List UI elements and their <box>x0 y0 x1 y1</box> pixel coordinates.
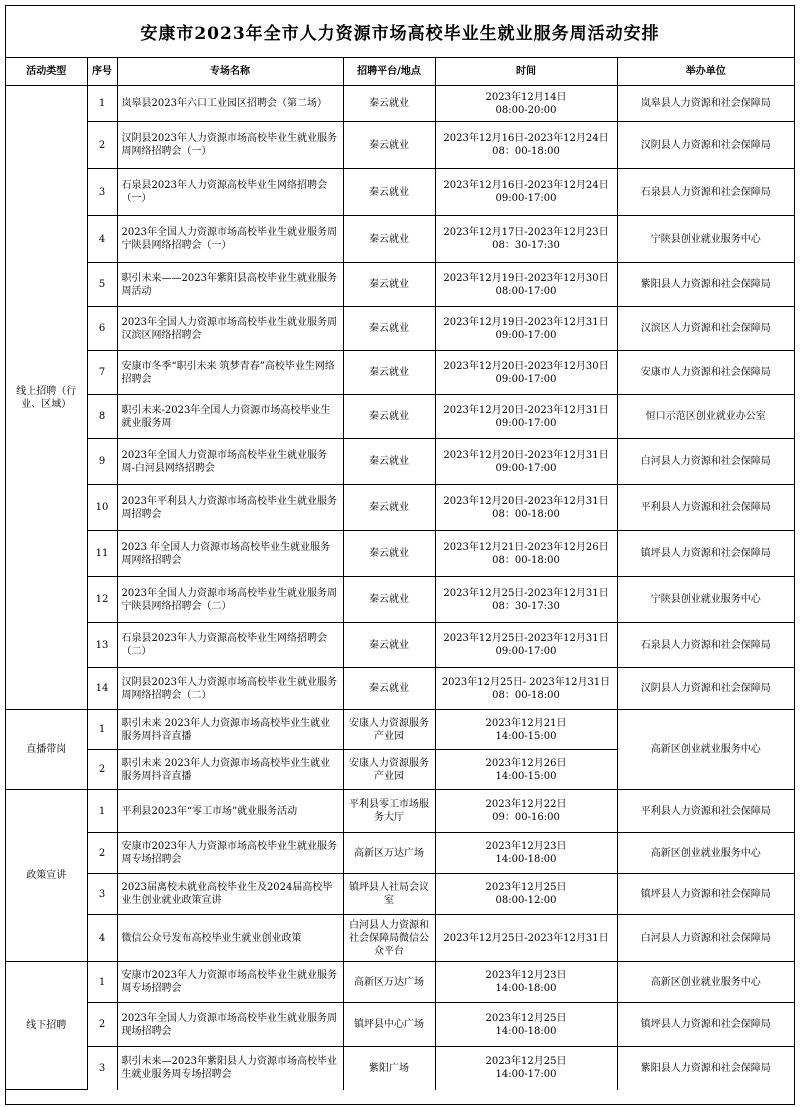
table-row <box>6 790 794 833</box>
row-index: 4 <box>87 915 117 962</box>
table-row <box>6 577 794 623</box>
table-row <box>6 962 794 1003</box>
event-venue: 秦云就业 <box>343 307 435 351</box>
event-venue: 高新区万达广场 <box>343 962 435 1003</box>
row-index: 10 <box>87 485 117 531</box>
event-name: 石泉县2023年人力资源高校毕业生网络招聘会（二） <box>117 623 343 668</box>
activity-category: 线上招聘（行业、区域） <box>6 86 87 710</box>
header-category: 活动类型 <box>6 58 87 86</box>
table-row <box>6 668 794 710</box>
table-row <box>6 915 794 962</box>
event-time: 2023年12月14日 08:00-20:00 <box>435 86 617 122</box>
event-name: 安康市2023年人力资源市场高校毕业生就业服务周专场招聘会 <box>117 962 343 1003</box>
event-time: 2023年12月23日 14:00-18:00 <box>435 833 617 874</box>
event-time: 2023年12月20日-2023年12月31日 09:00-17:00 <box>435 395 617 439</box>
activity-category: 政策宣讲 <box>6 790 87 962</box>
event-name: 2023年全国人力资源市场高校毕业生就业服务周宁陕县网络招聘会（二） <box>117 577 343 623</box>
event-organizer: 紫阳县人力资源和社会保障局 <box>617 263 794 307</box>
header-time: 时间 <box>435 58 617 86</box>
event-organizer: 镇坪县人力资源和社会保障局 <box>617 531 794 577</box>
row-index: 3 <box>87 1047 117 1090</box>
event-time: 2023年12月21日-2023年12月26日 08：00-18:00 <box>435 531 617 577</box>
event-organizer: 高新区创业就业服务中心 <box>617 710 794 790</box>
event-time: 2023年12月21日 14:00-15:00 <box>435 710 617 750</box>
event-organizer: 石泉县人力资源和社会保障局 <box>617 623 794 668</box>
event-name: 2023年全国人力资源市场高校毕业生就业服务周-白河县网络招聘会 <box>117 439 343 485</box>
event-organizer: 汉滨区人力资源和社会保障局 <box>617 307 794 351</box>
table-row <box>6 1003 794 1047</box>
event-time: 2023年12月19日-2023年12月31日 09:00-17:00 <box>435 307 617 351</box>
event-venue: 紫阳广场 <box>343 1047 435 1090</box>
event-venue: 秦云就业 <box>343 577 435 623</box>
event-venue: 秦云就业 <box>343 485 435 531</box>
table-row <box>6 1047 794 1090</box>
event-venue: 秦云就业 <box>343 439 435 485</box>
row-index: 9 <box>87 439 117 485</box>
event-venue: 秦云就业 <box>343 263 435 307</box>
event-venue: 秦云就业 <box>343 395 435 439</box>
event-organizer: 平利县人力资源和社会保障局 <box>617 485 794 531</box>
event-venue: 秦云就业 <box>343 531 435 577</box>
event-venue: 镇坪县中心广场 <box>343 1003 435 1047</box>
event-time: 2023年12月20日-2023年12月30日 09:00-17:00 <box>435 351 617 395</box>
row-index: 3 <box>87 874 117 915</box>
event-name: 职引未来 2023年人力资源市场高校毕业生就业服务周抖音直播 <box>117 710 343 750</box>
event-time: 2023年12月16日-2023年12月24日 09:00-17:00 <box>435 169 617 216</box>
event-venue: 安康人力资源服务产业园 <box>343 710 435 750</box>
row-index: 5 <box>87 263 117 307</box>
event-time: 2023年12月26日 14:00-15:00 <box>435 750 617 790</box>
event-organizer: 宁陕县创业就业服务中心 <box>617 216 794 263</box>
row-index: 13 <box>87 623 117 668</box>
event-name: 石泉县2023年人力资源高校毕业生网络招聘会（一） <box>117 169 343 216</box>
event-name: 职引未来—2023年紫阳县人力资源市场高校毕业生就业服务周专场招聘会 <box>117 1047 343 1090</box>
event-venue: 安康人力资源服务产业园 <box>343 750 435 790</box>
event-organizer: 高新区创业就业服务中心 <box>617 962 794 1003</box>
event-time: 2023年12月20日-2023年12月31日 09:00-17:00 <box>435 439 617 485</box>
event-organizer: 汉阴县人力资源和社会保障局 <box>617 122 794 169</box>
table-row <box>6 122 794 169</box>
row-index: 8 <box>87 395 117 439</box>
event-name: 职引未来 2023年人力资源市场高校毕业生就业服务周抖音直播 <box>117 750 343 790</box>
event-name: 安康市2023年人力资源市场高校毕业生就业服务周专场招聘会 <box>117 833 343 874</box>
table-row <box>6 710 794 750</box>
event-venue: 平利县零工市场服务大厅 <box>343 790 435 833</box>
event-organizer: 宁陕县创业就业服务中心 <box>617 577 794 623</box>
activity-category: 线下招聘 <box>6 962 87 1090</box>
event-time: 2023年12月25日-2023年12月31日 09:00-17:00 <box>435 623 617 668</box>
event-organizer: 高新区创业就业服务中心 <box>617 833 794 874</box>
event-time: 2023年12月25日 14:00-18:00 <box>435 1003 617 1047</box>
schedule-sheet <box>5 5 795 1105</box>
row-index: 7 <box>87 351 117 395</box>
table-row <box>6 86 794 122</box>
row-index: 2 <box>87 1003 117 1047</box>
event-name: 职引未来-2023年全国人力资源市场高校毕业生就业服务周 <box>117 395 343 439</box>
header-name: 专场名称 <box>117 58 343 86</box>
table-row <box>6 307 794 351</box>
event-name: 岚皋县2023年六口工业园区招聘会（第二场） <box>117 86 343 122</box>
row-index: 1 <box>87 790 117 833</box>
event-venue: 秦云就业 <box>343 216 435 263</box>
event-organizer: 汉阴县人力资源和社会保障局 <box>617 668 794 710</box>
table-row <box>6 216 794 263</box>
row-index: 2 <box>87 122 117 169</box>
event-name: 2023年全国人力资源市场高校毕业生就业服务周宁陕县网络招聘会（一） <box>117 216 343 263</box>
row-index: 2 <box>87 750 117 790</box>
event-organizer: 白河县人力资源和社会保障局 <box>617 439 794 485</box>
event-organizer: 岚皋县人力资源和社会保障局 <box>617 86 794 122</box>
row-index: 12 <box>87 577 117 623</box>
event-time: 2023年12月22日 09：00-16:00 <box>435 790 617 833</box>
event-name: 安康市冬季“职引未来 筑梦青春”高校毕业生网络招聘会 <box>117 351 343 395</box>
activity-category: 直播带岗 <box>6 710 87 790</box>
event-organizer: 紫阳县人力资源和社会保障局 <box>617 1047 794 1090</box>
row-index: 1 <box>87 86 117 122</box>
table-row <box>6 833 794 874</box>
event-venue: 秦云就业 <box>343 668 435 710</box>
event-organizer: 石泉县人力资源和社会保障局 <box>617 169 794 216</box>
event-name: 微信公众号发布高校毕业生就业创业政策 <box>117 915 343 962</box>
event-organizer: 镇坪县人力资源和社会保障局 <box>617 1003 794 1047</box>
schedule-table <box>6 58 794 1090</box>
table-row <box>6 439 794 485</box>
table-body <box>6 86 794 1090</box>
table-row <box>6 263 794 307</box>
event-time: 2023年12月25日 08:00-12:00 <box>435 874 617 915</box>
event-venue: 镇坪县人社局会议室 <box>343 874 435 915</box>
event-name: 2023年平利县人力资源市场高校毕业生就业服务周招聘会 <box>117 485 343 531</box>
table-row <box>6 351 794 395</box>
header-index: 序号 <box>87 58 117 86</box>
table-row <box>6 169 794 216</box>
event-venue: 秦云就业 <box>343 169 435 216</box>
table-row <box>6 395 794 439</box>
event-venue: 秦云就业 <box>343 351 435 395</box>
row-index: 3 <box>87 169 117 216</box>
row-index: 1 <box>87 710 117 750</box>
event-time: 2023年12月20日-2023年12月31日 08：00-18:00 <box>435 485 617 531</box>
table-row <box>6 874 794 915</box>
event-name: 2023年全国人力资源市场高校毕业生就业服务周汉滨区网络招聘会 <box>117 307 343 351</box>
row-index: 6 <box>87 307 117 351</box>
event-organizer: 镇坪县人力资源和社会保障局 <box>617 874 794 915</box>
table-row <box>6 485 794 531</box>
event-venue: 高新区万达广场 <box>343 833 435 874</box>
event-name: 2023届离校未就业高校毕业生及2024届高校毕业生创业就业政策宣讲 <box>117 874 343 915</box>
row-index: 1 <box>87 962 117 1003</box>
event-organizer: 平利县人力资源和社会保障局 <box>617 790 794 833</box>
event-name: 汉阴县2023年人力资源市场高校毕业生就业服务周网络招聘会（一） <box>117 122 343 169</box>
event-time: 2023年12月25日-2023年12月31日 08：30-17:30 <box>435 577 617 623</box>
event-time: 2023年12月16日-2023年12月24日 08：00-18:00 <box>435 122 617 169</box>
event-name: 2023年全国人力资源市场高校毕业生就业服务周现场招聘会 <box>117 1003 343 1047</box>
event-time: 2023年12月25日- 2023年12月31日 08：00-18:00 <box>435 668 617 710</box>
event-name: 汉阴县2023年人力资源市场高校毕业生就业服务周网络招聘会（二） <box>117 668 343 710</box>
header-organizer: 举办单位 <box>617 58 794 86</box>
event-organizer: 白河县人力资源和社会保障局 <box>617 915 794 962</box>
event-time: 2023年12月23日 14:00-18:00 <box>435 962 617 1003</box>
table-row <box>6 623 794 668</box>
event-venue: 秦云就业 <box>343 122 435 169</box>
event-venue: 白河县人力资源和社会保障局微信公众平台 <box>343 915 435 962</box>
event-venue: 秦云就业 <box>343 623 435 668</box>
event-name: 2023 年全国人力资源市场高校毕业生就业服务 周网络招聘会 <box>117 531 343 577</box>
header-venue: 招聘平台/地点 <box>343 58 435 86</box>
event-time: 2023年12月17日-2023年12月23日 08：30-17:30 <box>435 216 617 263</box>
row-index: 14 <box>87 668 117 710</box>
row-index: 4 <box>87 216 117 263</box>
event-name: 职引未来——2023年紫阳县高校毕业生就业服务周活动 <box>117 263 343 307</box>
event-organizer: 安康市人力资源和社会保障局 <box>617 351 794 395</box>
row-index: 2 <box>87 833 117 874</box>
table-row <box>6 531 794 577</box>
header-row <box>6 58 794 86</box>
page-title: 安康市2023年全市人力资源市场高校毕业生就业服务周活动安排 <box>6 6 794 58</box>
event-time: 2023年12月25日-2023年12月31日 <box>435 915 617 962</box>
event-time: 2023年12月25日 14:00-17:00 <box>435 1047 617 1090</box>
event-time: 2023年12月19日-2023年12月30日 08:00-17:00 <box>435 263 617 307</box>
row-index: 11 <box>87 531 117 577</box>
event-organizer: 恒口示范区创业就业办公室 <box>617 395 794 439</box>
event-venue: 秦云就业 <box>343 86 435 122</box>
event-name: 平利县2023年“零工市场”就业服务活动 <box>117 790 343 833</box>
